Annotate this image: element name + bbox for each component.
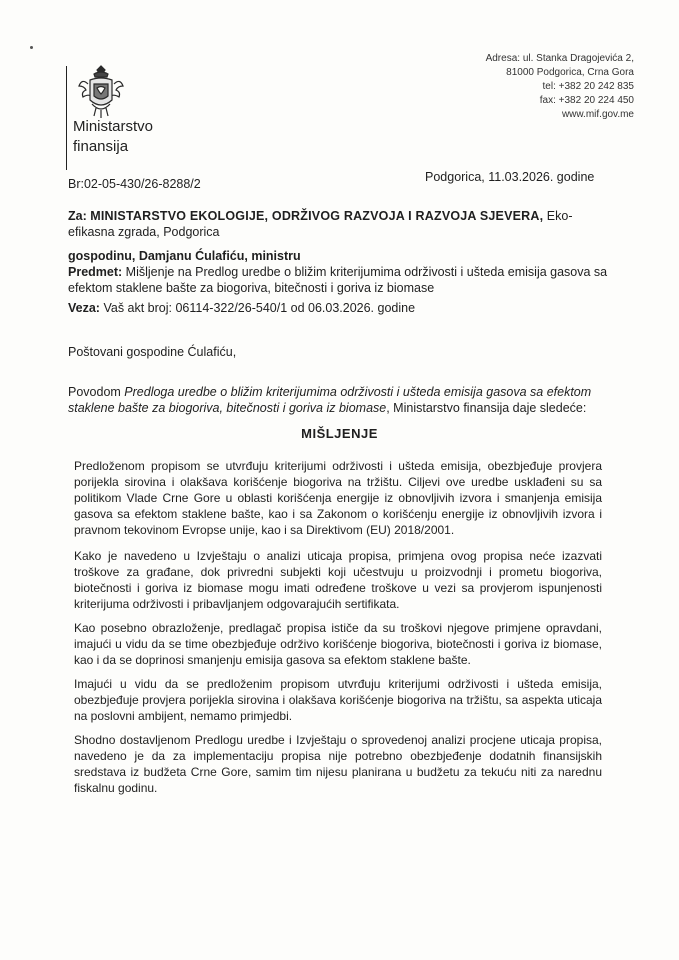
recipient: Za: MINISTARSTVO EKOLOGIJE, ODRŽIVOG RAZVOJA I RAZVOJA SJEVERA, Eko-efikasna zgrada, Podgorica [68, 209, 573, 239]
reference-line: Veza: Vaš akt broj: 06114-322/26-540/1 od 06.03.2026. godine [68, 301, 416, 315]
reference-number: Br:02-05-430/26-8288/2 [68, 177, 201, 191]
coat-of-arms-icon [76, 64, 126, 120]
header-rule [66, 66, 67, 170]
subject-line: Predmet: Mišljenje na Predlog uredbe o bližim kriterijumima održivosti i ušteda emisija gasova sa efektom staklene bašte za biogoriva, bitečnosti i goriva iz biomase [68, 265, 608, 295]
intro-paragraph: Povodom Predloga uredbe o bližim kriterijumima održivosti i ušteda emisija gasova sa efektom staklene bašte za biogoriva, bitečnosti i goriva iz biomase, Ministarstvo finansija daje sledeće: [68, 385, 592, 415]
opinion-heading: MIŠLJENJE [301, 426, 378, 441]
body-paragraph: Predloženom propisom se utvrđuju kriterijumi održivosti i ušteda emisija, obezbjeđuje provjera porijekla sirovina i olakšava korišćenje biogoriva na tržištu. Ciljevi ove uredbe usklađeni su sa politikom Vlade Crne Gore u oblasti korišćenja energije iz obnovljivih izvora i smanjenja emisija gasova sa efektom staklene bašte, kao i sa Zakonom o korišćenju energije iz obnovljivih izvora i pravnom tekovinom Evropse unije, kao i sa Direktivom (EU) 2018/2001. [74, 459, 602, 537]
body-paragraph: Kako je navedeno u Izvještaju o analizi uticaja propisa, primjena ovog propisa neće izazvati troškove za građane, dok privredni subjekti koji učestvuju u proizvodnji i prometu biogoriva, biotečnosti i goriva iz biomase mogu imati određene troškove u vezi sa provjerom ispunjenosti kriterijuma održivosti i pribavljanjem odgovarajućih sertifikata. [74, 549, 602, 611]
issuer-address: Adresa: ul. Stanka Dragojevića 2, 81000 Podgorica, Crna Gora tel: +382 20 242 835 fax: +382 20 224 450 www.mif.gov.me [485, 53, 634, 120]
body-paragraph: Kao posebno obrazloženje, predlagač propisa ističe da su troškovi njegove primjene opravdani, imajući u vidu da se time obezbjeđuje održivo korišćenje biogoriva, biotečnosti i goriva iz biomase, kao i da se doprinosi smanjenju emisija gasova sa efektom staklene bašte. [74, 621, 602, 667]
place-date: Podgorica, 11.03.2026. godine [425, 170, 595, 184]
salutation: Poštovani gospodine Ćulafiću, [68, 345, 237, 359]
recipient-person: gospodinu, Damjanu Ćulafiću, ministru [68, 249, 301, 263]
body-paragraph: Shodno dostavljenom Predlogu uredbe i Izvještaju o sprovedenoj analizi procjene uticaja propisa, navedeno je da za implementaciju propisa nije potrebno obezbjeđenje dodatnih finansijskih sredstava iz budžeta Crne Gore, samim tim nijesu planirana u budžetu za tekuću niti za narednu fiskalnu godinu. [74, 733, 602, 795]
scan-dot [30, 46, 33, 49]
issuer-name: Ministarstvo finansija [73, 118, 154, 155]
body-paragraph: Imajući u vidu da se predloženim propisom utvrđuju kriterijumi održivosti i ušteda emisija, obezbjeđuje provjera porijekla sirovina i olakšava korišćenje biogoriva na tržištu, sa aspekta uticaja na poslovni ambijent, nemamo primjedbi. [74, 677, 602, 723]
